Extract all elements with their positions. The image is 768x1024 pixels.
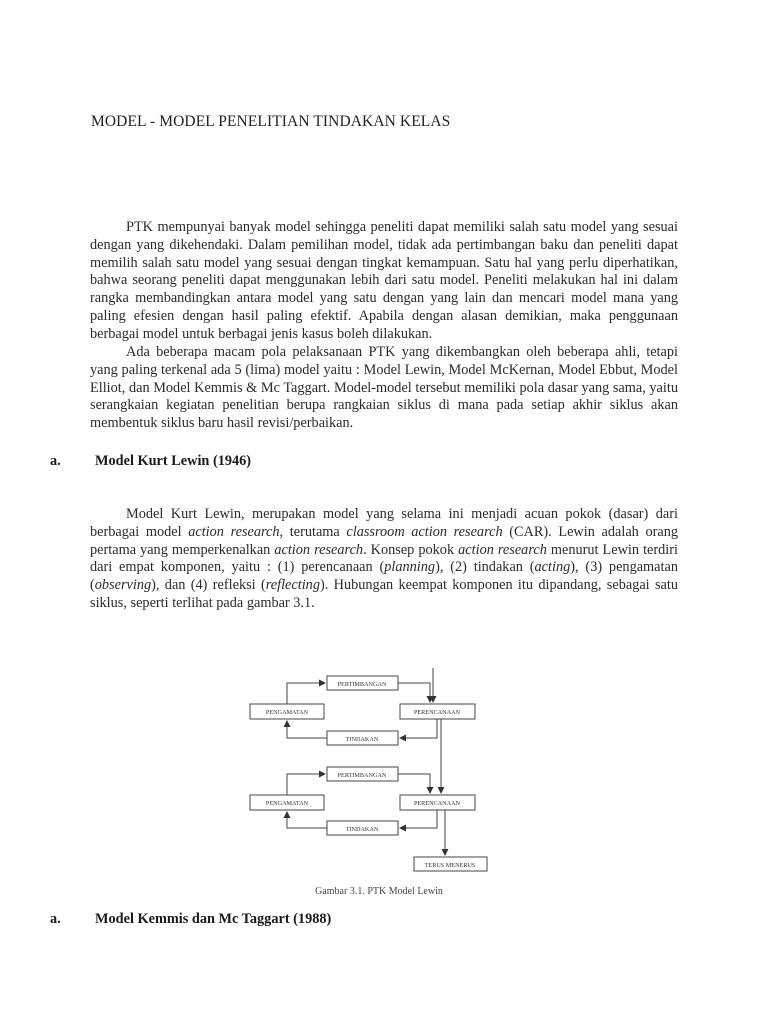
italic-term: observing	[94, 577, 152, 594]
text-run: , terutama	[279, 523, 347, 540]
label-terus-menerus: TERUS MENERUS	[424, 862, 476, 869]
italic-term: action research	[188, 523, 280, 540]
italic-term: action research	[274, 541, 364, 558]
label-perencanaan-1: PERENCANAAN	[413, 709, 461, 716]
italic-term: classroom action research	[346, 523, 503, 540]
label-perencanaan-2: PERENCANAAN	[413, 800, 461, 807]
section-marker: a.	[50, 911, 61, 927]
italic-term: action research	[458, 541, 547, 558]
section-heading-text: Model Kemmis dan Mc Taggart (1988)	[95, 911, 332, 927]
text-run: ), (3) pengamatan (	[90, 559, 678, 594]
label-pertimbangan-1: PERTIMBANGAN	[337, 681, 387, 688]
text-run: menurut Lewin terdiri dari empat komponen, yaitu : (1) perencanaan (	[90, 541, 679, 576]
intro-paragraph-2-text: Ada beberapa macam pola pelaksanaan PTK yang dikembangkan oleh beberapa ahli, tetapi yang paling terkenal ada 5 (lima) model yaitu : Model Lewin, Model McKernan, Model Ebbut, Model Elliot, dan Model Kemmis & Mc Taggart. Model-model tersebut memiliki pola dasar yang sama, yaitu serangkaian kegiatan penelitian berupa rangkaian siklus di mana pada setiap akhir siklus akan membentuk siklus baru hasil revisi/perbaikan.	[90, 344, 678, 432]
section-heading-kemmis	[50, 911, 331, 928]
text-run: ), dan (4) refleksi (	[151, 577, 266, 594]
italic-term: planning	[384, 559, 436, 576]
intro-paragraph-1-text: PTK mempunyai banyak model sehingga peneliti dapat memiliki salah satu model yang sesuai dengan yang dikehendaki. Dalam pemilihan model, tidak ada pertimbangan baku dan peneliti dapat memilih salah satu model yang sesuai dengan tingkat kemampuan. Satu hal yang perlu diperhatikan, bahwa seorang peneliti dapat menggunakan lebih dari satu model. Peneliti melakukan hal ini dalam rangka membandingkan antara model yang satu dengan yang lain dan mencari model mana yang paling efesien dengan hasil paling efektif. Apabila dengan alasan demikian, maka penggunaan berbagai model untuk berbagai jenis kasus boleh dilakukan.	[90, 219, 678, 342]
italic-term: acting	[534, 559, 571, 576]
text-run: . Konsep pokok	[363, 541, 459, 558]
page-title: MODEL - MODEL PENELITIAN TINDAKAN KELAS	[91, 113, 451, 130]
label-pengamatan-2: PENGAMATAN	[265, 800, 309, 807]
section-marker: a.	[50, 453, 61, 469]
text-run: (CAR). Lewin adalah orang pertama yang memperkenalkan	[90, 523, 678, 558]
italic-term: reflecting	[265, 577, 320, 594]
text-run: ). Hubungan keempat komponen itu dipandang, sebagai satu siklus, seperti terlihat pada gambar 3.1.	[90, 577, 679, 611]
text-run: ), (2) tindakan (	[435, 559, 535, 576]
label-pengamatan-1: PENGAMATAN	[265, 709, 309, 716]
text-run: Model Kurt Lewin, merupakan model yang selama ini menjadi acuan pokok (dasar) dari berbagai model	[90, 506, 678, 540]
label-tindakan-1: TINDAKAN	[345, 736, 379, 743]
label-pertimbangan-2: PERTIMBANGAN	[337, 772, 387, 779]
figure-caption: Gambar 3.1. PTK Model Lewin	[315, 886, 443, 897]
label-tindakan-2: TINDAKAN	[345, 826, 379, 833]
section-heading-text: Model Kurt Lewin (1946)	[95, 453, 252, 469]
